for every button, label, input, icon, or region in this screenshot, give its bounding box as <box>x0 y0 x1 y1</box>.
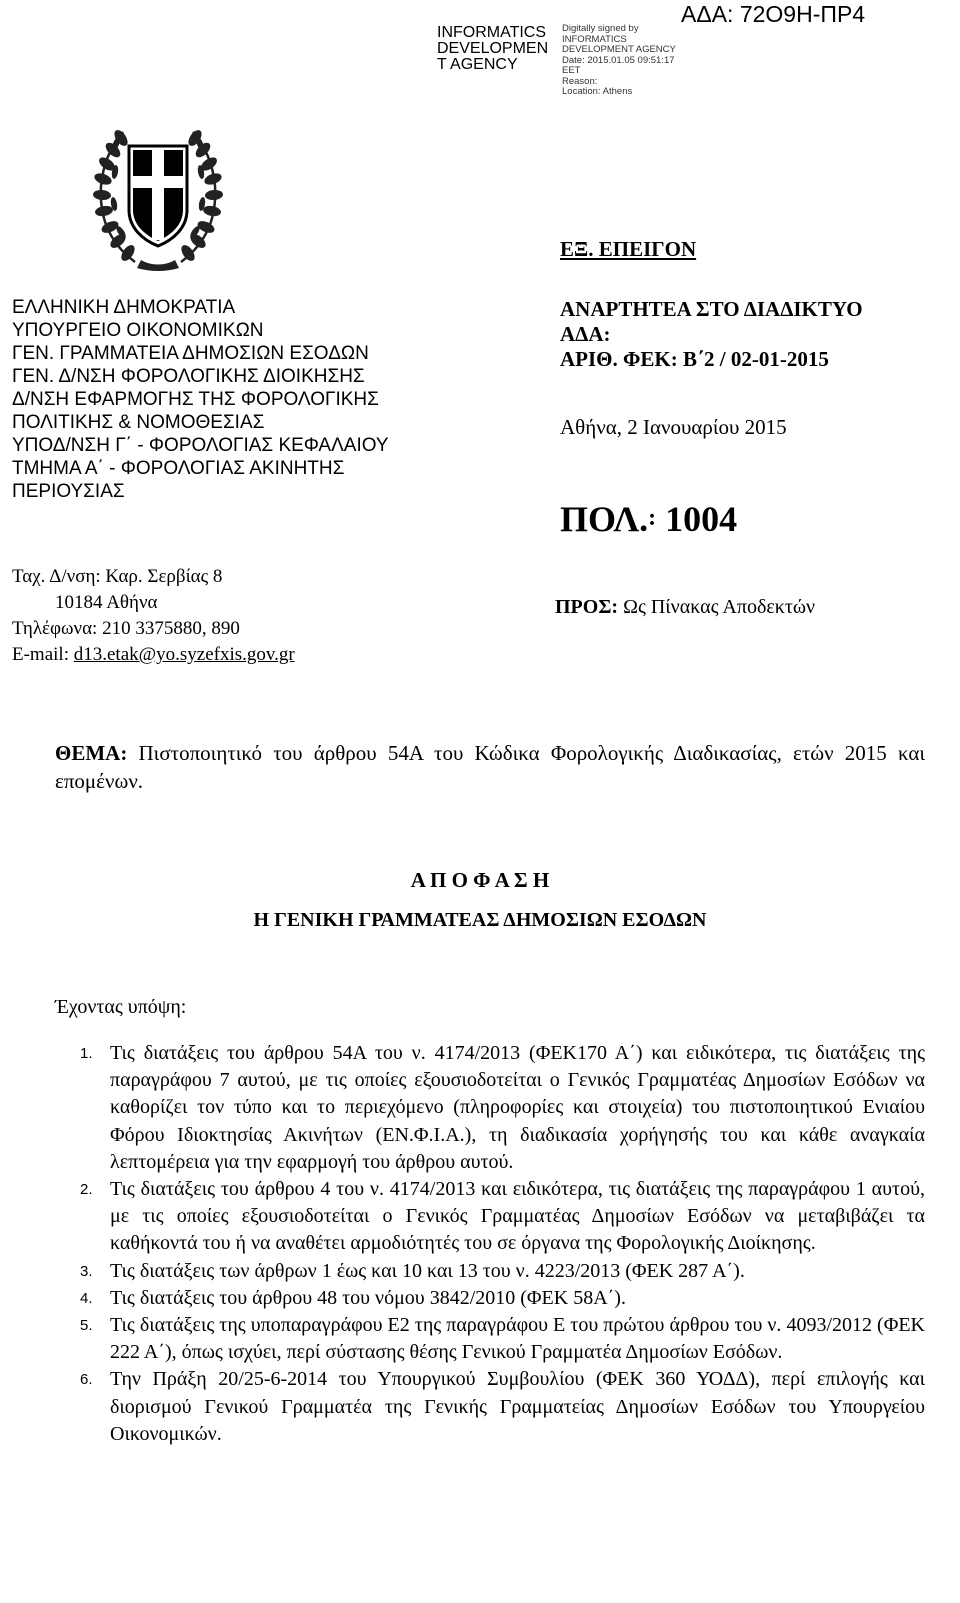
recipients-label: ΠΡΟΣ: <box>555 596 619 618</box>
email-link[interactable]: d13.etak@yo.syzefxis.gov.gr <box>73 644 295 665</box>
document-date: Αθήνα, 2 Ιανουαρίου 2015 <box>560 415 787 439</box>
decision-subtitle: Η ΓΕΝΙΚΗ ΓΡΑΜΜΑΤΕΑΣ ΔΗΜΟΣΙΩΝ ΕΣΟΔΩΝ <box>253 909 707 931</box>
recipients <box>555 596 815 619</box>
item-number: 1. <box>80 1045 93 1062</box>
org-line: ΥΠΟΔ/ΝΣΗ Γ΄ - ΦΟΡΟΛΟΓΙΑΣ ΚΕΦΑΛΑΙΟΥ <box>12 435 389 456</box>
pol-value: 1004 <box>665 499 738 539</box>
org-line: ΓΕΝ. ΓΡΑΜΜΑΤΕΙΑ ΔΗΜΟΣΙΩΝ ΕΣΟΔΩΝ <box>12 343 369 364</box>
email-line <box>12 642 295 668</box>
signer-line: T AGENCY <box>437 56 518 73</box>
signature-details <box>562 24 676 98</box>
subject-text: Πιστοποιητικό του άρθρου 54Α του Κώδικα Φορολογικής Διαδικασίας, ετών 2015 και επομένων. <box>55 741 925 793</box>
item-text: Τις διατάξεις του άρθρου 48 του νόμου 3842/2010 (ΦΕΚ 58Α΄). <box>110 1286 626 1309</box>
org-line: ΤΜΗΜΑ Α΄ - ΦΟΡΟΛΟΓΙΑΣ ΑΚΙΝΗΤΗΣ <box>12 458 345 479</box>
item-number: 2. <box>80 1181 93 1199</box>
item-text: Τις διατάξεις της υποπαραγράφου Ε2 της παραγράφου Ε του πρώτου άρθρου του ν. 4093/2012 (ΦΕΚ 222 Α΄), όπως ισχύει, περί σύστασης θέσης Γενικού Γραμματέα Δημοσίων Εσόδων. <box>110 1314 925 1364</box>
org-line: ΓΕΝ. Δ/ΝΣΗ ΦΟΡΟΛΟΓΙΚΗΣ ΔΙΟΙΚΗΣΗΣ <box>12 366 365 387</box>
org-line: ΥΠΟΥΡΓΕΙΟ ΟΙΚΟΝΟΜΙΚΩΝ <box>12 320 264 341</box>
phones-line: Τηλέφωνα: 210 3375880, 890 <box>12 618 240 639</box>
organization-header <box>12 296 389 503</box>
pol-colon: : <box>648 505 657 531</box>
org-line: ΠΕΡΙΟΥΣΙΑΣ <box>12 481 125 502</box>
signer-line: INFORMATICS <box>437 24 547 41</box>
ada-code: ΑΔΑ: 72Ο9Η-ΠΡ4 <box>681 1 866 27</box>
list-item <box>55 1176 925 1258</box>
list-item <box>55 1285 925 1312</box>
item-number: 5. <box>80 1317 93 1335</box>
greek-coat-of-arms-icon <box>91 124 225 271</box>
item-text: Τις διατάξεις των άρθρων 1 έως και 10 και 13 του ν. 4223/2013 (ΦΕΚ 287 Α΄). <box>110 1259 745 1282</box>
signature-detail-line: INFORMATICS <box>562 33 627 45</box>
contact-block <box>12 564 295 668</box>
publication-info <box>560 297 863 372</box>
recipients-value: Ως Πίνακας Αποδεκτών <box>618 596 816 618</box>
org-line: ΕΛΛΗΝΙΚΗ ΔΗΜΟΚΡΑΤΙΑ <box>12 297 236 318</box>
org-line: ΠΟΛΙΤΙΚΗΣ & ΝΟΜΟΘΕΣΙΑΣ <box>12 412 265 433</box>
org-line: Δ/ΝΣΗ ΕΦΑΡΜΟΓΗΣ ΤΗΣ ΦΟΡΟΛΟΓΙΚΗΣ <box>12 389 379 410</box>
signature-detail-line: EET <box>562 65 581 76</box>
decision-title: Α Π Ο Φ Α Σ Η <box>410 868 550 892</box>
list-item <box>55 1258 925 1285</box>
signature-signer <box>437 25 548 73</box>
email-label: E-mail: <box>12 644 74 665</box>
internet-posting-label: ΑΝΑΡΤΗΤΕΑ ΣΤΟ ΔΙΑΔΙΚΤΥΟ <box>560 297 863 321</box>
considerations-intro: Έχοντας υπόψη: <box>55 996 187 1018</box>
signer-line: DEVELOPMEN <box>437 40 549 57</box>
subject <box>55 739 925 795</box>
item-number: 3. <box>80 1262 93 1280</box>
fek-number: ΑΡΙΘ. ΦΕΚ: Β΄2 / 02-01-2015 <box>560 347 829 371</box>
postal-line: 10184 Αθήνα <box>55 592 158 613</box>
item-text: Τις διατάξεις του άρθρου 4 του ν. 4174/2013 και ειδικότερα, τις διατάξεις της παραγράφου 1 αυτού, με τις οποίες εξουσιοδοτείται ο Γενικός Γραμματέας Δημοσίων Εσόδων να μεταβιβάζει τα καθήκοντά του ή να αναθέτει αρμοδιότητές του σε όργανα της Φορολογικής Διοίκησης. <box>110 1178 925 1255</box>
list-item <box>55 1040 925 1176</box>
signature-detail-line: Reason: <box>562 75 598 87</box>
subject-label: ΘΕΜΑ: <box>55 741 128 765</box>
signature-detail-line: Date: 2015.01.05 09:51:17 <box>562 54 675 66</box>
address-line: Ταχ. Δ/νση: Καρ. Σερβίας 8 <box>12 566 223 587</box>
ada-label: ΑΔΑ: <box>560 322 611 346</box>
signature-detail-line: Digitally signed by <box>562 23 639 34</box>
item-number: 4. <box>80 1289 93 1307</box>
signature-detail-line: DEVELOPMENT AGENCY <box>562 44 676 55</box>
list-item <box>55 1312 925 1366</box>
pol-number <box>560 498 737 540</box>
item-number: 6. <box>80 1371 93 1389</box>
considerations-list <box>55 1040 925 1448</box>
urgent-label: ΕΞ. ΕΠΕΙΓΟΝ <box>560 237 697 261</box>
item-text: Τις διατάξεις του άρθρου 54Α του ν. 4174/2013 (ΦΕΚ170 Α΄) και ειδικότερα, τις διατάξεις της παραγράφου 7 αυτού, με τις οποίες εξουσιοδοτείται ο Γενικός Γραμματέας Δημοσίων Εσόδων να καθορίζει τον τύπο και το περιεχόμενο (πληροφορίες και στοιχεία) του πιστοποιητικού Ενιαίου Φόρου Ιδιοκτησίας Ακινήτων (ΕΝ.Φ.Ι.Α.), τη διαδικασία χορήγησής του και κάθε αναγκαία λεπτομέρεια για την εφαρμογή του άρθρου αυτού. <box>110 1042 925 1173</box>
signature-detail-line: Location: Athens <box>562 86 633 97</box>
pol-label: ΠΟΛ. <box>560 499 649 539</box>
item-text: Την Πράξη 20/25-6-2014 του Υπουργικού Συμβουλίου (ΦΕΚ 360 ΥΟΔΔ), περί επιλογής και διορισμού Γενικού Γραμματέα της Γενικής Γραμματείας Δημοσίων Εσόδων του Υπουργείου Οικονομικών. <box>110 1368 925 1445</box>
list-item <box>55 1366 925 1448</box>
